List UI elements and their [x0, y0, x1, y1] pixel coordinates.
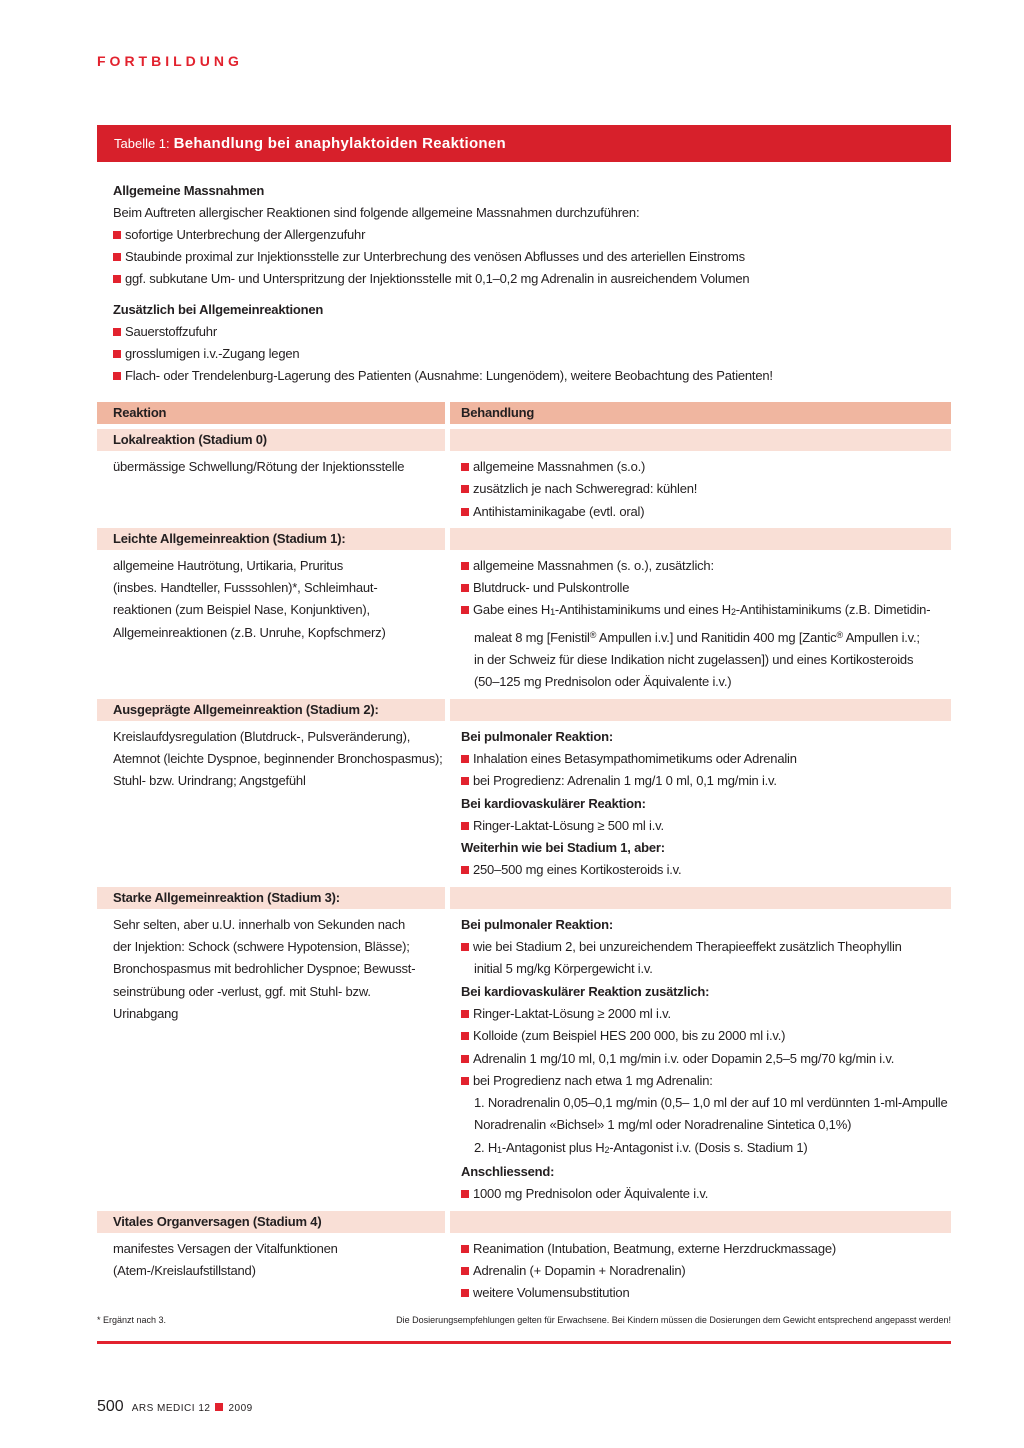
bullet-icon — [461, 1267, 469, 1275]
page-number: 500 — [97, 1398, 124, 1415]
stage-row — [97, 1211, 951, 1233]
square-icon — [215, 1403, 223, 1411]
bullet-icon — [461, 777, 469, 785]
stage-title: Starke Allgemeinreaktion (Stadium 3): — [97, 887, 445, 909]
table-row: manifestes Versagen der Vitalfunktionen (Atem-/Kreislaufstillstand) Reanimation (Intubation, Beatmung, externe Herzdruckmassage) Adrenalin (+ Dopamin + Noradrenalin) weitere Volumensubstitution — [113, 1240, 837, 1301]
bullet-icon — [461, 1010, 469, 1018]
footnote-right: Die Dosierungsempfehlungen gelten für Erwachsene. Bei Kindern müssen die Dosierungen dem Gewicht entsprechend angepasst werden! — [396, 1315, 951, 1325]
bullet-icon — [461, 1077, 469, 1085]
stage-title: Ausgeprägte Allgemeinreaktion (Stadium 2): — [97, 699, 445, 721]
bullet-icon — [461, 508, 469, 516]
table-header-row — [97, 402, 951, 424]
stage-title: Leichte Allgemeinreaktion (Stadium 1): — [97, 528, 445, 550]
bullet-icon — [113, 253, 121, 261]
table-footnote — [97, 1315, 951, 1325]
stage-title: Lokalreaktion (Stadium 0) — [97, 429, 445, 451]
table-row: Kreislaufdysregulation (Blutdruck-, Pulsveränderung), Atemnot (leichte Dyspnoe, beginnender Bronchospasmus); Stuhl- bzw. Urindrang; Angstgefühl Bei pulmonaler Reaktion: Inhalation eines Betasympathomimetikums oder Adrenalin bei Progredienz: Adrenalin 1 mg/1 0 ml, 0,1 mg/min i.v. Bei kardiovaskulärer Reaktion: Ringer-Laktat-Lösung ≥ 500 ml i.v. Weiterhin wie bei Stadium 1, aber: 250–500 mg eines Kortikosteroids i.v. — [113, 728, 797, 878]
bullet-icon — [461, 1245, 469, 1253]
list-item: Sauerstoffzufuhr — [113, 321, 953, 343]
list-item: Flach- oder Trendelenburg-Lagerung des Patienten (Ausnahme: Lungenödem), weitere Beobachtung des Patienten! — [113, 365, 953, 387]
bullet-icon — [461, 584, 469, 592]
bullet-icon — [461, 463, 469, 471]
issue-year: 2009 — [228, 1403, 253, 1414]
section-label: FORTBILDUNG — [97, 53, 243, 69]
additional-heading: Zusätzlich bei Allgemeinreaktionen — [113, 302, 324, 317]
bullet-icon — [461, 943, 469, 951]
page-footer — [97, 1398, 253, 1416]
bullet-icon — [461, 1055, 469, 1063]
bullet-icon — [113, 350, 121, 358]
general-measures — [113, 180, 953, 387]
table-row: allgemeine Hautrötung, Urtikaria, Pruritus (insbes. Handteller, Fusssohlen)*, Schleimhaut- reaktionen (zum Beispiel Nase, Konjunktiven), Allgemeinreaktionen (z.B. Unruhe, Kopfschmerz) allgemeine Massnahmen (s. o.), zusätzlich: Blutdruck- und Pulskontrolle Gabe eines H1-Antihistaminikums und eines H2-Antihistaminikums (z.B. Dimetidin- maleat 8 mg [Fenistil® Ampullen i.v.] und Ranitidin 400 mg [Zantic® Ampullen i.v.; in der Schweiz für diese Indikation nicht zugelassen]) und eines Kortikosteroids (50–125 mg Prednisolon oder Äquivalente i.v.) — [113, 557, 931, 690]
stage-title: Vitales Organversagen (Stadium 4) — [97, 1211, 445, 1233]
general-heading: Allgemeine Massnahmen — [113, 183, 265, 198]
table-title-prefix: Tabelle 1: — [114, 136, 170, 151]
bullet-icon — [113, 275, 121, 283]
list-item: ggf. subkutane Um- und Unterspritzung der Injektionsstelle mit 0,1–0,2 mg Adrenalin in ausreichendem Volumen — [113, 268, 953, 290]
table-row: Sehr selten, aber u.U. innerhalb von Sekunden nach der Injektion: Schock (schwere Hypotension, Blässe); Bronchospasmus mit bedrohlicher Dyspnoe; Bewusst- seinstrübung oder -verlust, ggf. mit Stuhl- bzw. Urinabgang Bei pulmonaler Reaktion: wie bei Stadium 2, bei unzureichendem Therapieeffekt zusätzlich Theophyllin initial 5 mg/kg Körpergewicht i.v. Bei kardiovaskulärer Reaktion zusätzlich: Ringer-Laktat-Lösung ≥ 2000 ml i.v. Kolloide (zum Beispiel HES 200 000, bis zu 2000 ml i.v.) Adrenalin 1 mg/10 ml, 0,1 mg/min i.v. oder Dopamin 2,5–5 mg/70 kg/min i.v. bei Progredienz nach etwa 1 mg Adrenalin: 1. Noradrenalin 0,05–0,1 mg/min (0,5– 1,0 ml der auf 10 ml verdünnten 1-ml-Ampulle Noradrenalin «Bichsel» 1 mg/ml oder Noradrenaline Sintetica 0,1%) 2. H1-Antagonist plus H2-Antagonist i.v. (Dosis s. Stadium 1) Anschliessend: 1000 mg Prednisolon oder Äquivalente i.v. — [113, 916, 948, 1202]
list-item: grosslumigen i.v.-Zugang legen — [113, 343, 953, 365]
table-row: übermässige Schwellung/Rötung der Injektionsstelle allgemeine Massnahmen (s.o.) zusätzlich je nach Schweregrad: kühlen! Antihistaminikagabe (evtl. oral) — [113, 459, 698, 519]
bullet-icon — [461, 485, 469, 493]
bullet-icon — [461, 1190, 469, 1198]
bullet-icon — [461, 822, 469, 830]
bullet-icon — [461, 1032, 469, 1040]
stage-row — [97, 429, 951, 451]
bullet-icon — [461, 1289, 469, 1297]
bullet-icon — [113, 372, 121, 380]
bullet-icon — [113, 231, 121, 239]
column-header-treatment: Behandlung — [450, 402, 951, 424]
column-header-reaction: Reaktion — [97, 402, 445, 424]
bullet-icon — [461, 606, 469, 614]
general-intro: Beim Auftreten allergischer Reaktionen sind folgende allgemeine Massnahmen durchzuführen: — [113, 205, 640, 220]
list-item: sofortige Unterbrechung der Allergenzufuhr — [113, 224, 953, 246]
bullet-icon — [113, 328, 121, 336]
treatment-table — [97, 402, 951, 1305]
table-title-bar — [97, 125, 951, 162]
stage-row — [97, 699, 951, 721]
magazine-name: ARS MEDICI 12 — [131, 1403, 211, 1414]
bullet-icon — [461, 866, 469, 874]
bullet-icon — [461, 562, 469, 570]
footnote-left: * Ergänzt nach 3. — [97, 1315, 167, 1325]
footnote-divider — [97, 1341, 951, 1344]
table-title: Behandlung bei anaphylaktoiden Reaktionen — [173, 135, 507, 152]
bullet-icon — [461, 755, 469, 763]
stage-row — [97, 528, 951, 550]
stage-row — [97, 887, 951, 909]
list-item: Staubinde proximal zur Injektionsstelle zur Unterbrechung des venösen Abflusses und des arteriellen Einstroms — [113, 246, 953, 268]
